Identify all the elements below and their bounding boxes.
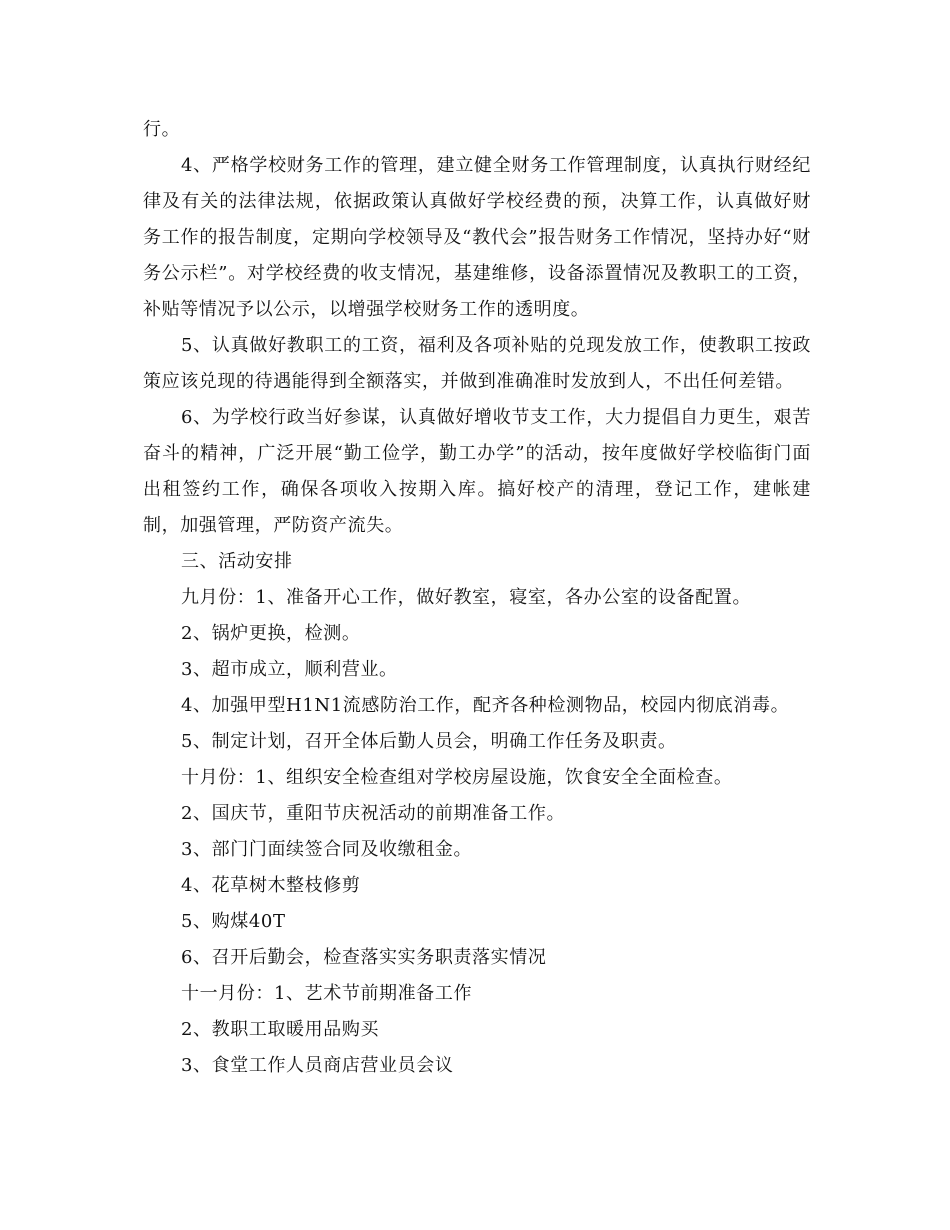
paragraph-item-4-finance-management: 4、严格学校财务工作的管理，建立健全财务工作管理制度，认真执行财经纪律及有关的法律法规，依据政策认真做好学校经费的预，决算工作，认真做好财务工作的报告制度，定期向学校领导及“教代会”报告财务工作情况，坚持办好“财务公示栏”。对学校经费的收支情况，基建维修，设备添置情况及教职工的工资，补贴等情况予以公示，以增强学校财务工作的透明度。 <box>143 155 811 320</box>
list-item: 5、购煤40T <box>181 911 286 932</box>
list-item: 九月份：1、准备开心工作，做好教室，寝室，各办公室的设备配置。 <box>181 587 752 608</box>
paragraph-item-6-advisory: 6、为学校行政当好参谋，认真做好增收节支工作，大力提倡自力更生，艰苦奋斗的精神，广泛开展“勤工俭学，勤工办学”的活动，按年度做好学校临街门面出租签约工作，确保各项收入按期入库。搞好校产的清理，登记工作，建帐建制，加强管理，严防资产流失。 <box>143 407 811 536</box>
paragraph-item-5-salary: 5、认真做好教职工的工资，福利及各项补贴的兑现发放工作，使教职工按政策应该兑现的待遇能得到全额落实，并做到准确准时发放到人，不出任何差错。 <box>143 335 811 392</box>
list-item: 十一月份：1、艺术节前期准备工作 <box>181 983 473 1004</box>
list-item: 3、部门门面续签合同及收缴租金。 <box>181 839 473 860</box>
list-item: 4、加强甲型H1N1流感防治工作，配齐各种检测物品，校园内彻底消毒。 <box>181 695 790 716</box>
list-item: 6、召开后勤会，检查落实实务职责落实情况 <box>181 947 547 968</box>
list-item: 2、锅炉更换，检测。 <box>181 623 361 644</box>
list-item: 3、超市成立，顺利营业。 <box>181 659 398 680</box>
list-item: 4、花草树木整枝修剪 <box>181 875 361 896</box>
list-item: 十月份：1、组织安全检查组对学校房屋设施，饮食安全全面检查。 <box>181 767 733 788</box>
section-heading-activities: 三、活动安排 <box>181 551 293 572</box>
document-body <box>143 112 811 1084</box>
list-item: 2、国庆节，重阳节庆祝活动的前期准备工作。 <box>181 803 566 824</box>
paragraph-continuation: 行。 <box>143 119 181 140</box>
list-item: 3、食堂工作人员商店营业员会议 <box>181 1055 454 1076</box>
list-item: 5、制定计划，召开全体后勤人员会，明确工作任务及职责。 <box>181 731 677 752</box>
list-item: 2、教职工取暖用品购买 <box>181 1019 380 1040</box>
